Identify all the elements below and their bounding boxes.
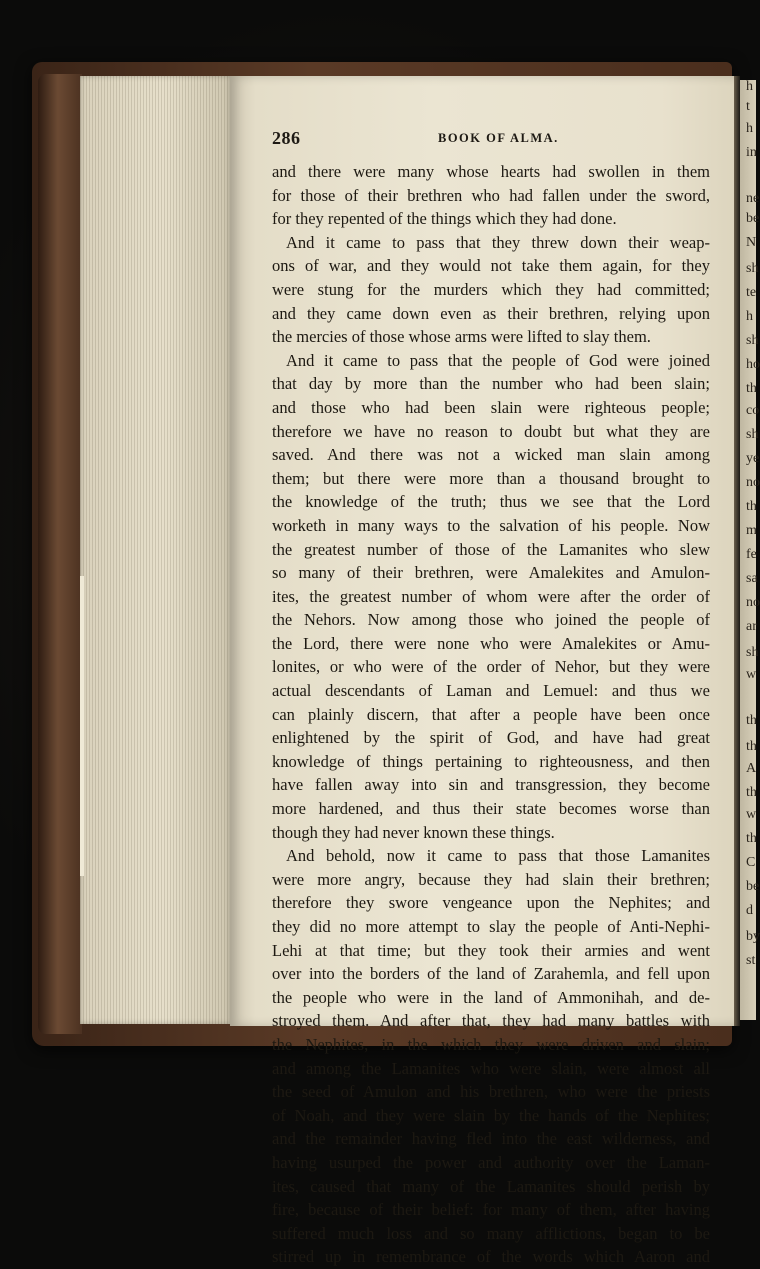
facing-page-fragment: w (746, 807, 757, 822)
text-line: actual descendants of Laman and Lemuel: and thus we (272, 681, 710, 701)
text-line: the knowledge of the truth; thus we see that the Lord (272, 492, 710, 512)
facing-page-fragment: fe (746, 547, 757, 562)
facing-page-edge (740, 79, 760, 1020)
page-number: 286 (272, 128, 301, 148)
text-line: and they came down even as their brethren, relying upon (272, 303, 710, 323)
facing-page-fragment: no (746, 475, 760, 490)
facing-page-fragment: th (746, 739, 757, 754)
text-line: though they had never known these things. (272, 822, 555, 842)
text-line: that day by more than the number who had been slain; (272, 374, 710, 394)
facing-page-fragment: m (746, 523, 757, 538)
text-line: ites, the greatest number of whom were after the order of (272, 586, 710, 606)
facing-page-fragment: co (746, 403, 760, 418)
text-line: therefore we have no reason to doubt but what they are (272, 421, 710, 441)
text-line: were stung for the murders which they had committed; (272, 279, 710, 299)
text-line: suffered much loss and so many afflictions, began to be (272, 1223, 710, 1243)
facing-page-fragment: in (746, 145, 757, 160)
facing-page-fragment: th (746, 381, 757, 396)
page-edges (80, 76, 230, 1024)
facing-page-fragment: sh (746, 333, 759, 348)
text-line: they did no more attempt to slay the people of Anti-Nephi- (272, 917, 710, 936)
text-line: for those of their brethren who had fallen under the sword, (272, 185, 710, 205)
text-line: the seed of Amulon and his brethren, who were the priests (272, 1082, 710, 1102)
facing-page-fragment: h (746, 79, 753, 94)
text-line: and there were many whose hearts had swollen in them (272, 162, 710, 181)
text-line: them; but there were more than a thousand brought to (272, 468, 710, 488)
text-line: therefore they swore vengeance upon the Nephites; and (272, 893, 710, 913)
text-line: the greatest number of those of the Lamanites who slew (272, 539, 710, 559)
text-line: the Lord, there were none who were Amalekites or Amu- (272, 633, 710, 653)
facing-page-fragment: be (746, 879, 760, 894)
facing-page-fragment: by (746, 929, 760, 944)
facing-page-fragment: A (746, 761, 757, 776)
text-line: having usurped the power and authority over the Laman- (272, 1152, 710, 1172)
text-line: can plainly discern, that after a people have been once (272, 704, 710, 724)
text-line: were more angry, because they had slain their brethren; (272, 869, 710, 889)
facing-page-fragment: d (746, 903, 753, 918)
facing-page-fragment: ho (746, 357, 760, 372)
text-line: lonites, or who were of the order of Nehor, but they were (272, 657, 710, 677)
text-line: the mercies of those whose arms were lifted to slay them. (272, 327, 651, 347)
text-line: for they repented of the things which they had done. (272, 209, 617, 229)
facing-page-fragment: C (746, 855, 756, 870)
text-line: stroyed them. And after that, they had many battles with (272, 1011, 710, 1031)
text-line: and among the Lamanites who were slain, were almost all (272, 1058, 710, 1078)
text-line: And it came to pass that they threw down their weap- (286, 232, 710, 252)
page-text (272, 160, 710, 1269)
facing-page-fragment: ne (746, 191, 760, 206)
text-line: and the remainder having fled into the east wilderness, and (272, 1129, 710, 1149)
running-title: BOOK OF ALMA. (438, 131, 559, 145)
text-line: saved. And there was not a wicked man slain among (272, 445, 710, 465)
facing-page-fragment: h (746, 121, 753, 136)
text-line: And it came to pass that the people of God were joined (286, 350, 710, 370)
facing-page-fragment: ye (746, 451, 760, 466)
facing-page-fragment: be (746, 211, 760, 226)
text-line: ites, caused that many of the Lamanites should perish by (272, 1176, 710, 1196)
facing-page-fragment: sh (746, 427, 759, 442)
text-line: over into the borders of the land of Zarahemla, and fell upon (272, 964, 710, 984)
text-line: fire, because of their belief: for many of them, after having (272, 1200, 710, 1220)
page-header (272, 128, 708, 150)
facing-page-fragment: sa (746, 571, 758, 586)
text-line: the Nephites, in the which they were driven and slain; (272, 1034, 710, 1054)
text-line: the Nehors. Now among those who joined the people of (272, 610, 710, 630)
text-line: have fallen away into sin and transgression, they become (272, 775, 710, 795)
text-line: ons of war, and they would not take them again, for they (272, 256, 710, 276)
facing-page-fragment: sh (746, 261, 759, 276)
text-line: stirred up in remembrance of the words which Aaron and (272, 1247, 710, 1267)
facing-page-fragment: ar (746, 619, 757, 634)
text-line: enlightened by the spirit of God, and have had great (272, 728, 710, 748)
facing-page-fragment: th (746, 713, 757, 728)
text-line: more hardened, and thus their state becomes worse than (272, 799, 710, 819)
facing-page-fragment: st (746, 953, 756, 968)
text-line: so many of their brethren, were Amalekites and Amulon- (272, 563, 710, 583)
facing-page-fragment: no (746, 595, 760, 610)
text-line: knowledge of things pertaining to righteousness, and then (272, 751, 710, 771)
facing-page-fragment: N (746, 235, 757, 250)
text-line: Lehi at that time; but they took their armies and went (272, 940, 710, 960)
text-line: of Noah, and they were slain by the hands of the Nephites; (272, 1105, 710, 1125)
facing-page-fragment: th (746, 499, 757, 514)
facing-page-fragment: w (746, 667, 757, 682)
facing-page-fragment: h (746, 309, 753, 324)
facing-page-fragment: th (746, 831, 757, 846)
facing-page-fragment: te (746, 285, 757, 300)
text-line: And behold, now it came to pass that those Lamanites (286, 846, 710, 866)
facing-page-fragment: sh (746, 645, 759, 660)
facing-page-fragment: t (746, 99, 750, 114)
text-line: and those who had been slain were righteous people; (272, 397, 710, 417)
facing-page-fragment: th (746, 785, 757, 800)
text-line: the people who were in the land of Ammonihah, and de- (272, 987, 710, 1007)
book-spine (38, 74, 82, 1034)
text-line: worketh in many ways to the salvation of his people. Now (272, 515, 710, 535)
